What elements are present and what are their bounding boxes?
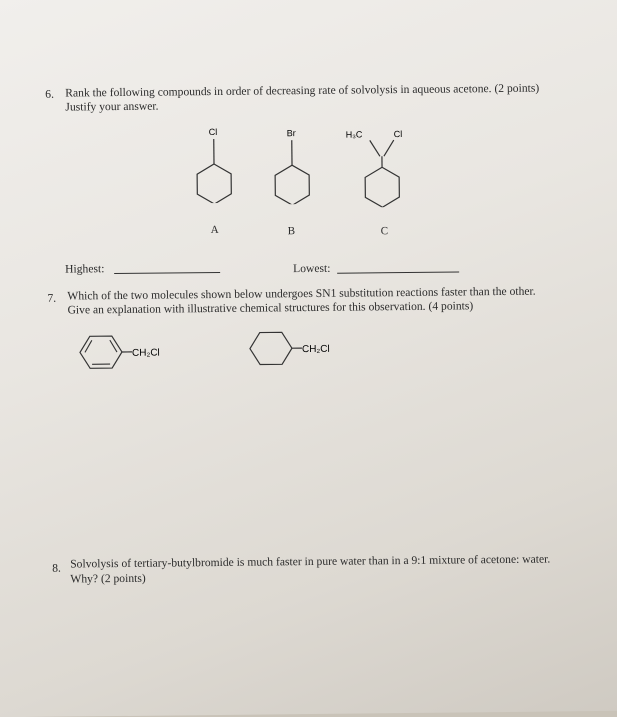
q7-prompt-line2: Give an explanation with illustrative chemical structures for this observation. (4 points) bbox=[67, 299, 473, 317]
cyclohexane-ring bbox=[250, 332, 292, 364]
q6-number: 6. bbox=[45, 88, 54, 101]
q7-prompt-line1: Which of the two molecules shown below undergoes SN1 substitution reactions faster than the other. bbox=[67, 285, 535, 304]
q8-prompt-line2: Why? (2 points) bbox=[70, 572, 145, 587]
compound-b-label: B bbox=[288, 225, 295, 237]
cyclohexylmethyl-chloride-structure bbox=[242, 327, 372, 372]
compound-a-substituent: Cl bbox=[209, 127, 218, 137]
benzene-ring bbox=[80, 336, 122, 368]
lowest-answer-line[interactable] bbox=[337, 259, 459, 273]
cyclohexane-ring-b bbox=[275, 165, 309, 204]
compound-a-label: A bbox=[211, 224, 219, 236]
q6-prompt-line2: Justify your answer. bbox=[65, 100, 158, 115]
cyclohexane-ring-a bbox=[197, 164, 231, 203]
compound-c-label: C bbox=[381, 225, 388, 237]
compound-c-methyl: H₃C bbox=[346, 129, 363, 139]
compound-b-substituent: Br bbox=[287, 128, 296, 138]
highest-answer-line[interactable] bbox=[114, 260, 220, 274]
q6-prompt-line1: Rank the following compounds in order of decreasing rate of solvolysis in aqueous acetone. (2 points) bbox=[65, 82, 539, 101]
lowest-label: Lowest: bbox=[293, 262, 331, 276]
cyclohexane-ring-c bbox=[365, 167, 399, 207]
compound-c-structure bbox=[342, 123, 423, 208]
benzyl-chloride-structure bbox=[72, 331, 202, 376]
compound-a-structure bbox=[184, 123, 245, 204]
q7-number: 7. bbox=[47, 292, 56, 305]
compound-c-substituent: Cl bbox=[394, 129, 403, 139]
compound-b-structure bbox=[262, 124, 323, 205]
q8-number: 8. bbox=[52, 562, 61, 575]
molecule1-substituent: CH₂Cl bbox=[132, 348, 160, 359]
highest-label: Highest: bbox=[65, 262, 104, 276]
q8-prompt-line1: Solvolysis of tertiary-butylbromide is much faster in pure water than in a 9:1 mixture of acetone: water. bbox=[70, 553, 550, 572]
molecule2-substituent: CH₂Cl bbox=[302, 344, 330, 355]
